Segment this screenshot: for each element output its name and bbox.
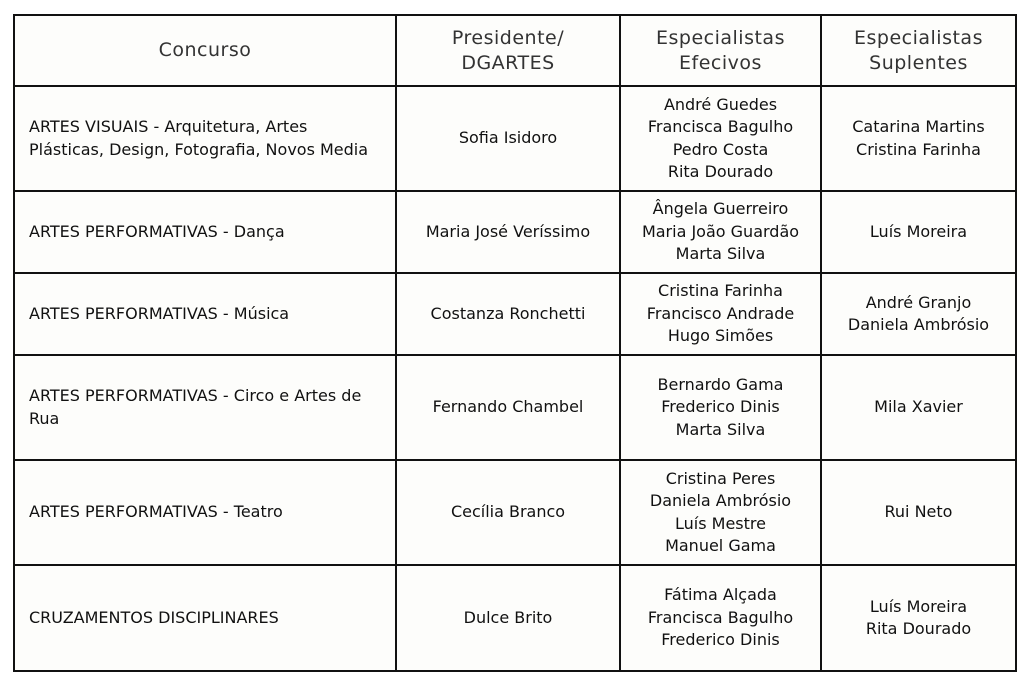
specialist-name: Marta Silva <box>675 419 766 439</box>
president-cell: Fernando Chambel <box>396 355 620 460</box>
specialist-name: Fátima Alçada <box>664 585 777 605</box>
substitute-specialists-cell <box>821 86 1016 191</box>
substitute-name: Catarina Martins <box>852 117 985 136</box>
substitute-name: Luís Moreira <box>869 221 968 241</box>
header-president: Presidente/ DGARTES <box>396 15 620 86</box>
effective-specialists-cell <box>620 565 821 671</box>
contest-cell: ARTES PERFORMATIVAS - Circo e Artes de Rua <box>14 355 396 460</box>
table-header-row <box>14 15 1016 86</box>
specialist-name: Manuel Gama <box>665 536 776 555</box>
specialist-name: Bernardo Gama <box>657 374 784 394</box>
specialist-name: Luís Mestre <box>675 513 766 533</box>
table-row <box>14 86 1016 191</box>
contest-cell: ARTES PERFORMATIVAS - Música <box>14 273 396 355</box>
substitute-specialists-cell <box>821 191 1016 273</box>
president-cell: Dulce Brito <box>396 565 620 671</box>
effective-specialists-cell <box>620 191 821 273</box>
substitute-name: Rita Dourado <box>865 619 972 638</box>
effective-specialists-cell <box>620 86 821 191</box>
specialist-name: Francisca Bagulho <box>647 117 794 136</box>
substitute-name: Mila Xavier <box>874 397 963 417</box>
specialist-name: Ângela Guerreiro <box>652 199 789 219</box>
president-cell: Cecília Branco <box>396 460 620 565</box>
substitute-specialists-cell <box>821 565 1016 671</box>
specialist-name: Pedro Costa <box>672 139 769 159</box>
table-row <box>14 460 1016 565</box>
specialist-name: Rita Dourado <box>667 162 774 181</box>
specialist-name: Maria João Guardão <box>641 221 800 241</box>
specialist-name: Daniela Ambrósio <box>649 491 792 510</box>
substitute-name: Daniela Ambrósio <box>847 315 990 334</box>
header-effective-specialists: Especialistas Efecivos <box>620 15 821 86</box>
contest-cell: ARTES PERFORMATIVAS - Teatro <box>14 460 396 565</box>
jury-table <box>13 14 1017 672</box>
effective-specialists-cell <box>620 355 821 460</box>
header-substitute-specialists: Especialistas Suplentes <box>821 15 1016 86</box>
specialist-name: Cristina Peres <box>665 468 776 488</box>
substitute-name: Luís Moreira <box>869 596 968 616</box>
specialist-name: Frederico Dinis <box>661 630 780 650</box>
table-row <box>14 355 1016 460</box>
specialist-name: Frederico Dinis <box>661 397 780 417</box>
specialist-name: Marta Silva <box>675 244 766 264</box>
specialist-name: André Guedes <box>663 94 778 114</box>
effective-specialists-cell <box>620 460 821 565</box>
contest-cell: ARTES PERFORMATIVAS - Dança <box>14 191 396 273</box>
effective-specialists-cell <box>620 273 821 355</box>
substitute-name: André Granjo <box>865 292 972 312</box>
contest-cell: CRUZAMENTOS DISCIPLINARES <box>14 565 396 671</box>
specialist-name: Francisco Andrade <box>646 303 795 323</box>
substitute-name: Cristina Farinha <box>856 139 981 159</box>
substitute-specialists-cell <box>821 355 1016 460</box>
president-cell: Costanza Ronchetti <box>396 273 620 355</box>
table-row <box>14 191 1016 273</box>
substitute-specialists-cell <box>821 273 1016 355</box>
table-row <box>14 273 1016 355</box>
table-row <box>14 565 1016 671</box>
header-contest: Concurso <box>14 15 396 86</box>
president-cell: Maria José Veríssimo <box>396 191 620 273</box>
specialist-name: Francisca Bagulho <box>647 607 794 627</box>
substitute-specialists-cell <box>821 460 1016 565</box>
specialist-name: Hugo Simões <box>667 326 774 346</box>
specialist-name: Cristina Farinha <box>658 281 783 301</box>
contest-cell: ARTES VISUAIS - Arquitetura, Artes Plásticas, Design, Fotografia, Novos Media <box>14 86 396 191</box>
substitute-name: Rui Neto <box>884 502 953 522</box>
president-cell: Sofia Isidoro <box>396 86 620 191</box>
